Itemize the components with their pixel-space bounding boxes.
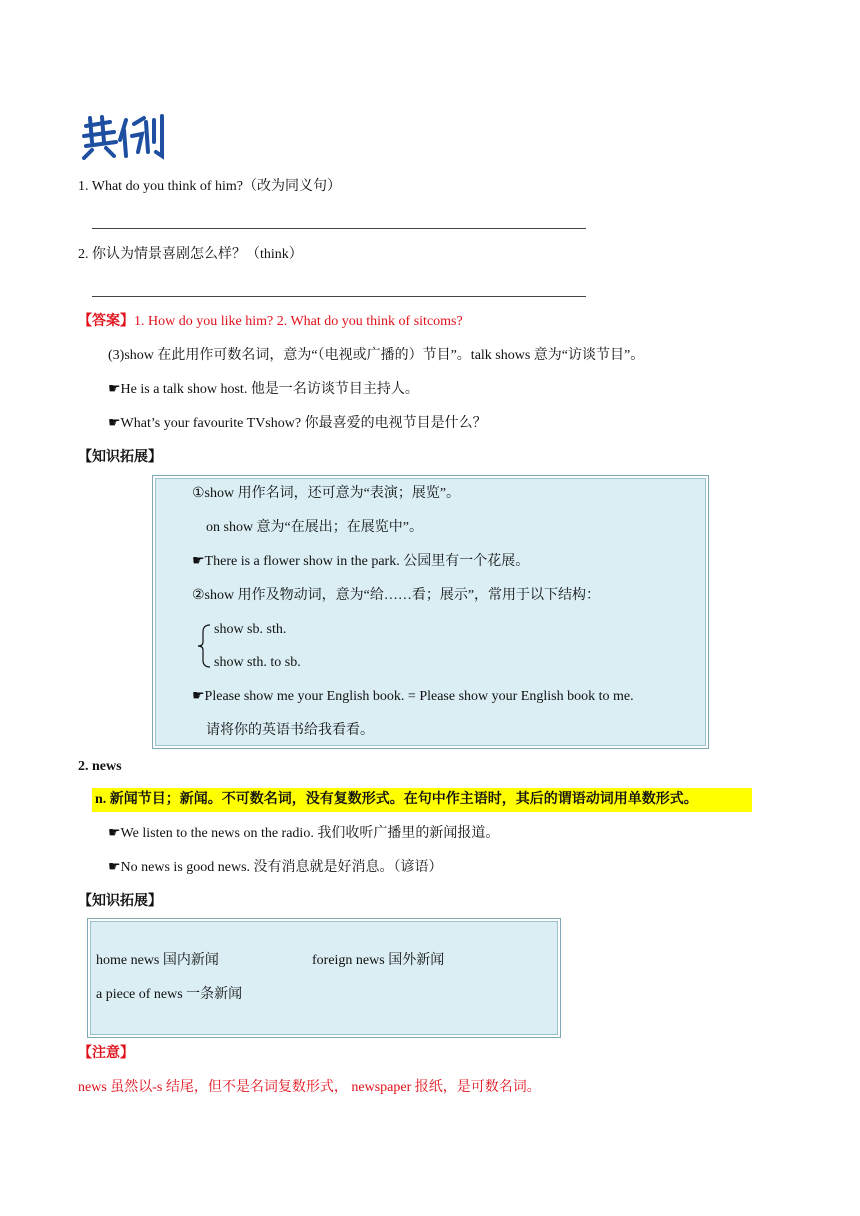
show-book-example: ☛Please show me your English book. = Please show your English book to me. [192, 689, 634, 704]
show-example-1: ☛He is a talk show host. 他是一名访谈节目主持人。 [108, 382, 419, 397]
knowledge-extension-heading-1: 【知识拓展】 [78, 450, 162, 465]
show-example-2: ☛What’s your favourite TVshow? 你最喜爱的电视节目是什么？ [108, 416, 487, 431]
question-1: 1. What do you think of him?（改为同义句） [78, 179, 341, 194]
show-noun-meaning: ①show 用作名词，还可意为“表演；展览”。 [192, 486, 461, 501]
news-heading: 2. news [78, 759, 122, 774]
foreign-news: foreign news 国外新闻 [312, 953, 445, 968]
on-show-meaning: on show 意为“在展出；在展览中”。 [206, 520, 423, 535]
home-news: home news 国内新闻 [96, 953, 219, 968]
question-2: 2. 你认为情景喜剧怎么样？（think） [78, 247, 303, 262]
answer-tag: 【答案】 [78, 314, 134, 329]
answer-blank-1[interactable] [92, 228, 586, 229]
example-calligraphy-icon [80, 112, 166, 160]
news-example-1: ☛We listen to the news on the radio. 我们收听广播里的新闻报道。 [108, 826, 500, 841]
knowledge-extension-heading-2: 【知识拓展】 [78, 894, 162, 909]
note-heading: 【注意】 [78, 1046, 134, 1061]
structure-1: show sb. sth. [214, 622, 287, 637]
answer-blank-2[interactable] [92, 296, 586, 297]
example-logo [80, 112, 166, 160]
show-noun-note: (3)show 在此用作可数名词，意为“（电视或广播的）节目”。talk shows 意为“访谈节目”。 [108, 348, 645, 363]
knowledge-box-news [87, 918, 561, 1038]
brace-icon [197, 624, 211, 668]
flower-show-example: ☛There is a flower show in the park. 公园里有一个花展。 [192, 554, 530, 569]
structure-2: show sth. to sb. [214, 655, 301, 670]
piece-of-news: a piece of news 一条新闻 [96, 987, 243, 1002]
note-text: news 虽然以-s 结尾，但不是名词复数形式， newspaper 报纸，是可数名词。 [78, 1080, 541, 1095]
answer-line [78, 313, 463, 331]
knowledge-box-show [152, 475, 709, 749]
show-verb-meaning: ②show 用作及物动词，意为“给……看；展示”，常用于以下结构： [192, 588, 601, 603]
news-definition: n. 新闻节目；新闻。不可数名词，没有复数形式。在句中作主语时，其后的谓语动词用单数形式。 [95, 792, 698, 807]
show-book-translation: 请将你的英语书给我看看。 [206, 723, 374, 738]
answer-text: 1. How do you like him? 2. What do you think of sitcoms? [134, 314, 463, 329]
news-example-2: ☛No news is good news. 没有消息就是好消息。（谚语） [108, 860, 443, 875]
